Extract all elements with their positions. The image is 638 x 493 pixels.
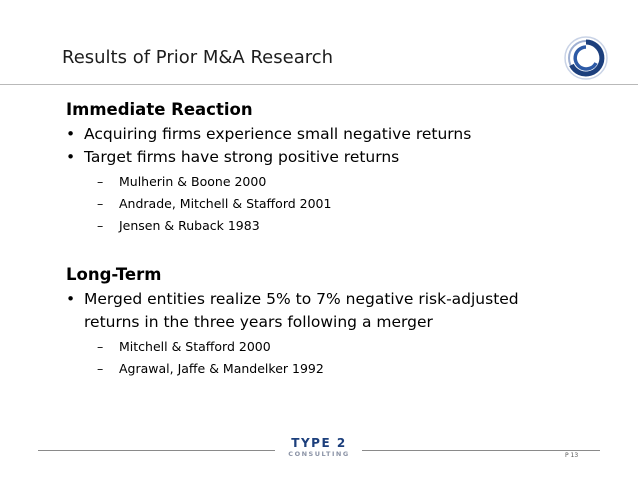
- section-long-term: [66, 262, 626, 380]
- footer-brand-tagline: CONSULTING: [288, 450, 350, 458]
- citation-text: Andrade, Mitchell & Stafford 2001: [119, 196, 332, 211]
- citation-text: Mitchell & Stafford 2000: [119, 339, 271, 354]
- bullet-text: Merged entities realize 5% to 7% negative risk-adjusted returns in the three years following a merger: [84, 290, 519, 331]
- bullet-item: [66, 146, 626, 169]
- section-spacer: [66, 237, 626, 262]
- footer-rule-right: [362, 450, 600, 451]
- section-heading: Immediate Reaction: [66, 100, 253, 119]
- bullet-text: Acquiring firms experience small negative returns: [84, 125, 472, 143]
- bullet-item: [66, 288, 524, 333]
- dash-marker: –: [97, 174, 104, 189]
- citation-item: [66, 336, 626, 358]
- section-immediate-reaction: [66, 97, 626, 237]
- footer-rule-left: [38, 450, 275, 451]
- citation-item: [66, 358, 626, 380]
- bullet-marker: •: [66, 147, 76, 166]
- bullet-list: [66, 288, 626, 333]
- circular-swirl-logo-icon: [562, 34, 610, 82]
- slide-content: [66, 97, 626, 380]
- title-divider: [0, 84, 638, 85]
- citation-list: [66, 171, 626, 237]
- page-number: P 13: [565, 452, 579, 459]
- bullet-list: [66, 123, 626, 168]
- dash-marker: –: [97, 196, 104, 211]
- citation-text: Agrawal, Jaffe & Mandelker 1992: [119, 361, 324, 376]
- citation-item: [66, 193, 626, 215]
- section-heading: Long-Term: [66, 265, 162, 284]
- citation-item: [66, 171, 626, 193]
- citation-item: [66, 215, 626, 237]
- dash-marker: –: [97, 339, 104, 354]
- bullet-marker: •: [66, 290, 76, 308]
- bullet-item: [66, 123, 626, 146]
- footer-brand-name: TYPE 2: [291, 436, 347, 450]
- slide-title: Results of Prior M&A Research: [62, 47, 334, 68]
- citation-list: [66, 336, 626, 380]
- bullet-marker: •: [66, 125, 76, 143]
- dash-marker: –: [97, 218, 104, 233]
- citation-text: Mulherin & Boone 2000: [119, 174, 267, 189]
- bullet-text: Target firms have strong positive returns: [84, 147, 400, 166]
- dash-marker: –: [97, 361, 104, 376]
- footer-brand-logo: [283, 437, 355, 458]
- citation-text: Jensen & Ruback 1983: [119, 218, 260, 233]
